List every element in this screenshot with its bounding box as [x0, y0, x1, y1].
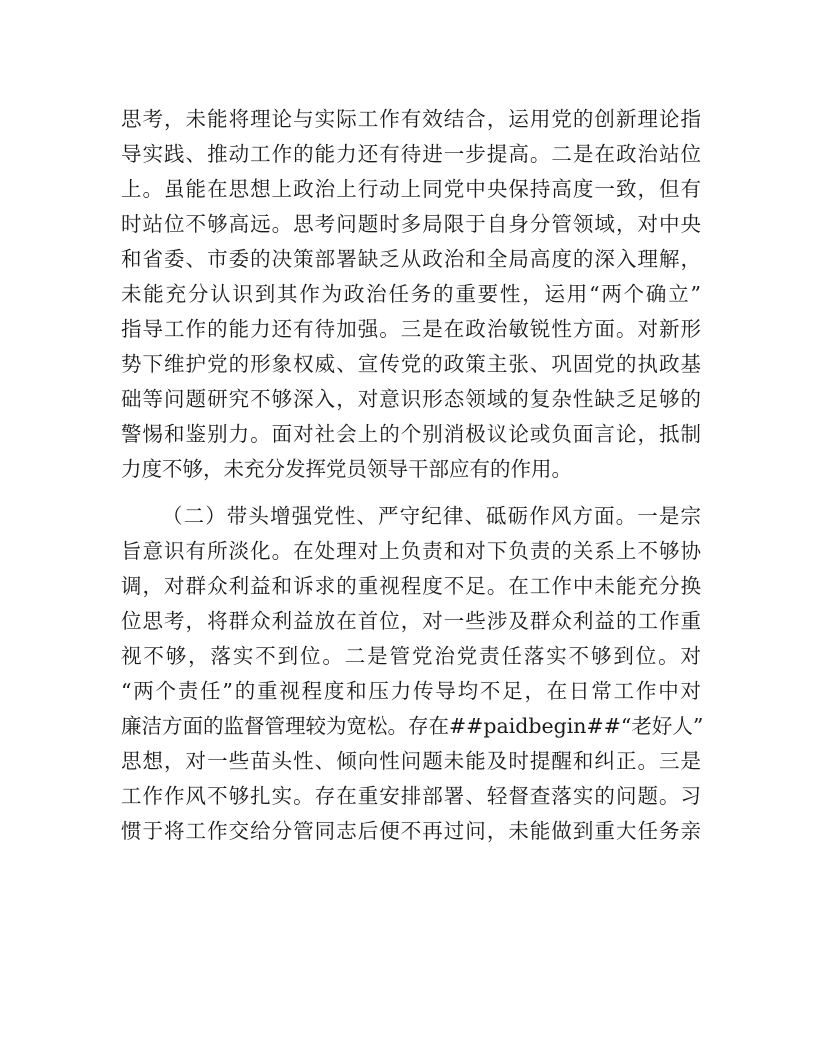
text-line: 未能充分认识到其作为政治任务的重要性，运用“两个确立” — [121, 282, 701, 306]
document-body — [121, 102, 704, 849]
text-line: 工作作风不够扎实。存在重安排部署、轻督查落实的问题。习 — [121, 784, 701, 808]
paragraph-2 — [121, 499, 704, 849]
text-line: 势下维护党的形象权威、宣传党的政策主张、巩固党的执政基 — [121, 352, 701, 376]
text-line: （二）带头增强党性、严守纪律、砥砺作风方面。一是宗 — [162, 504, 701, 528]
text-line: 指导工作的能力还有待加强。三是在政治敏锐性方面。对新形 — [121, 317, 701, 341]
text-line: 时站位不够高远。思考问题时多局限于自身分管领域，对中央 — [121, 212, 701, 236]
text-line: 视不够，落实不到位。二是管党治党责任落实不够到位。对 — [121, 644, 701, 668]
text-line: 导实践、推动工作的能力还有待进一步提高。二是在政治站位 — [121, 142, 701, 166]
text-line: 调，对群众利益和诉求的重视程度不足。在工作中未能充分换 — [121, 574, 701, 598]
text-line: 和省委、市委的决策部署缺乏从政治和全局高度的深入理解， — [121, 247, 701, 271]
text-line: 力度不够，未充分发挥党员领导干部应有的作用。 — [121, 457, 572, 481]
text-line: 旨意识有所淡化。在处理对上负责和对下负责的关系上不够协 — [121, 539, 701, 563]
text-line: 思考，未能将理论与实际工作有效结合，运用党的创新理论指 — [121, 107, 701, 131]
paragraph-spacer — [121, 487, 701, 499]
text-line: 思想，对一些苗头性、倾向性问题未能及时提醒和纠正。三是 — [121, 749, 701, 773]
text-line: 位思考，将群众利益放在首位，对一些涉及群众利益的工作重 — [121, 609, 701, 633]
text-line: 廉洁方面的监督管理较为宽松。存在##paidbegin##“老好人” — [121, 714, 704, 738]
text-line: 上。虽能在思想上政治上行动上同党中央保持高度一致，但有 — [121, 177, 701, 201]
text-line: 惯于将工作交给分管同志后便不再过问，未能做到重大任务亲 — [121, 819, 701, 843]
text-line: 警惕和鉴别力。面对社会上的个别消极议论或负面言论，抵制 — [121, 422, 701, 446]
text-line: 础等问题研究不够深入，对意识形态领域的复杂性缺乏足够的 — [121, 387, 701, 411]
text-line: “两个责任”的重视程度和压力传导均不足，在日常工作中对 — [121, 679, 701, 703]
paragraph-1 — [121, 102, 701, 487]
